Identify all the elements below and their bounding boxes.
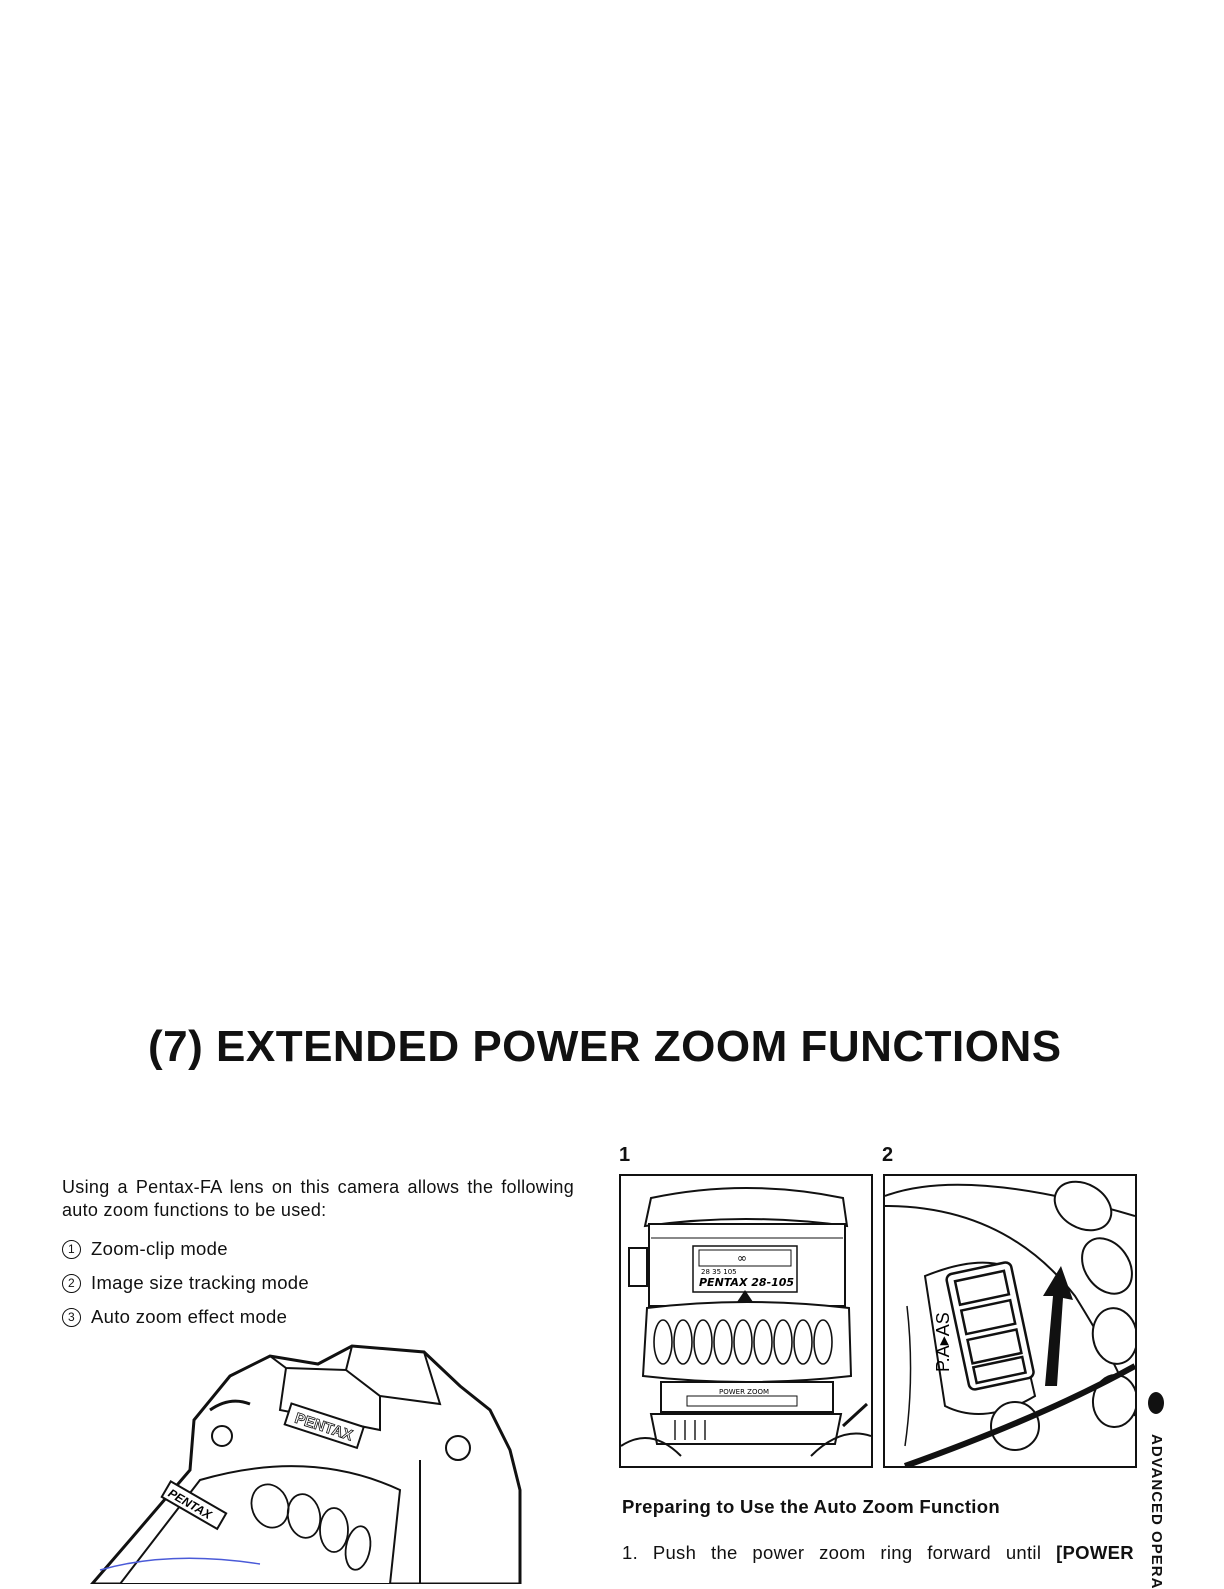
camera-illustration [90,1340,530,1589]
mode-label: Zoom-clip mode [91,1238,228,1259]
power-zoom-ring-label: POWER ZOOM [719,1388,770,1396]
lens-scale-marks: 28 35 105 [701,1268,737,1276]
step-word: Push [652,1542,697,1563]
mode-label: Image size tracking mode [91,1272,309,1293]
step-1 [622,1542,1134,1564]
bullet-icon [1148,1392,1164,1414]
figure-2-switch-illustration [883,1174,1137,1468]
lens-drawing [621,1176,871,1466]
step-bracket-term: [POWER [1056,1542,1134,1563]
step-word: until [1005,1542,1042,1563]
mode-label: Auto zoom effect mode [91,1306,288,1327]
step-word: the [711,1542,738,1563]
camera-lens-brand-label: PENTAX [165,1485,215,1522]
step-word: forward [927,1542,992,1563]
side-tab-label: ADVANCED OPERA [1148,1434,1165,1589]
step-word: zoom [819,1542,866,1563]
camera-brand-label: PENTAX [292,1409,355,1445]
lens-brand-label: PENTAX 28-105 [699,1276,795,1289]
camera-drawing [90,1340,530,1584]
step-word: ring [880,1542,913,1563]
intro-paragraph: Using a Pentax-FA lens on this camera allows the following auto zoom functions to be used: [62,1177,574,1220]
mode-number: 3 [62,1308,81,1327]
figure-1-lens-illustration [619,1174,873,1468]
list-item [62,1266,309,1300]
mode-number: 2 [62,1274,81,1293]
list-item [62,1300,309,1334]
switch-drawing [885,1176,1135,1466]
up-arrow-icon [1043,1266,1073,1386]
figure-1-label: 1 [619,1144,631,1166]
switch-position-label: P.A▸AS [933,1312,953,1372]
mode-list [62,1232,309,1334]
lens-distance-marks: ∞ [737,1251,747,1265]
page-title: (7) EXTENDED POWER ZOOM FUNCTIONS [148,1022,1062,1071]
section-heading: Preparing to Use the Auto Zoom Function [622,1496,1000,1517]
step-number: 1. [622,1542,639,1563]
step-word: power [752,1542,805,1563]
mode-number: 1 [62,1240,81,1259]
list-item [62,1232,309,1266]
side-section-tab [1146,1392,1172,1589]
figure-2-label: 2 [882,1144,894,1166]
